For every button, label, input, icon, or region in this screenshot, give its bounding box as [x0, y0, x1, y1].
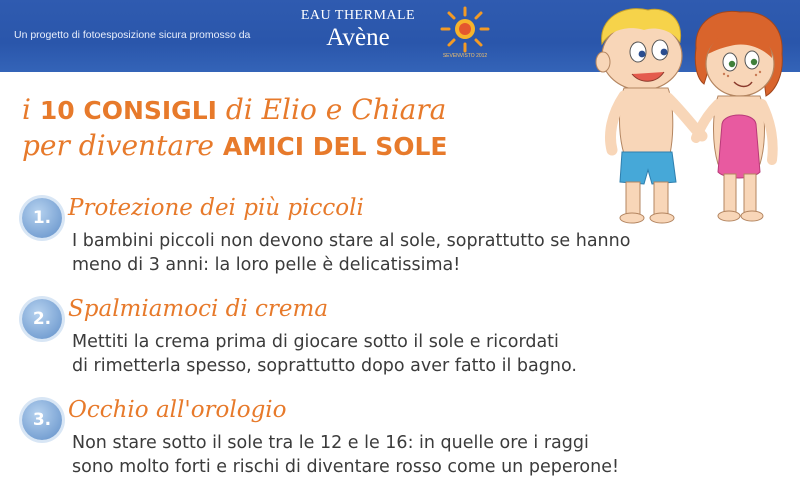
- sun-icon: [436, 6, 494, 54]
- tip-body: [72, 229, 792, 277]
- tip-title: Occhio all'orologio: [68, 397, 287, 423]
- tip-number: 3.: [32, 410, 52, 430]
- tip-line: Mettiti la crema prima di giocare sotto il sole e ricordati: [72, 332, 559, 352]
- tip-line: di rimetterla spesso, soprattutto dopo aver fatto il bagno.: [72, 356, 577, 376]
- tip-number: 2.: [32, 309, 52, 329]
- title-italic-2: per diventare: [22, 129, 223, 162]
- tip-title: Protezione dei più piccoli: [68, 195, 364, 221]
- tip-line: I bambini piccoli non devono stare al sole, soprattutto se hanno: [72, 231, 631, 251]
- girl-figure: [695, 11, 782, 221]
- tip-number-badge: [22, 400, 62, 440]
- title-italic-1: di Elio e Chiara: [216, 93, 447, 126]
- sun-logo: [436, 6, 494, 66]
- tip-body: [72, 330, 792, 378]
- boy-figure: [596, 9, 702, 223]
- page-title-line1: [22, 92, 446, 127]
- tip-line: sono molto forti e rischi di diventare rosso come un peperone!: [72, 457, 619, 477]
- tip-number: 1.: [32, 208, 52, 228]
- tip-title: Spalmiamoci di crema: [68, 296, 329, 322]
- kids-illustration: [584, 4, 794, 230]
- logo-caption: SEVENVISTO 2012: [442, 53, 488, 59]
- brand-logo: [298, 8, 418, 52]
- tip-line: meno di 3 anni: la loro pelle è delicatissima!: [72, 255, 461, 275]
- tip-number-badge: [22, 299, 62, 339]
- brand-main-text: Avène: [326, 24, 390, 51]
- tip-line: Non stare sotto il sole tra le 12 e le 16: in quelle ore i raggi: [72, 433, 589, 453]
- promo-text: Un progetto di fotoesposizione sicura promosso da: [14, 29, 251, 41]
- title-bold-2: AMICI DEL SOLE: [222, 132, 448, 161]
- tip-number-badge: [22, 198, 62, 238]
- tip-body: [72, 431, 792, 479]
- page-title-line2: [22, 128, 448, 163]
- title-prefix: i: [22, 93, 40, 126]
- title-bold-1: 10 CONSIGLI: [39, 96, 217, 125]
- brand-top-text: EAU THERMALE: [300, 8, 416, 23]
